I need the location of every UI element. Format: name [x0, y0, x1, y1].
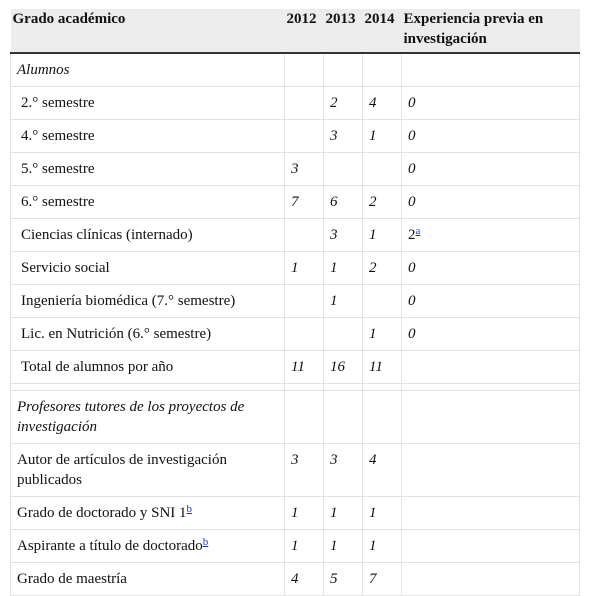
research-table: [10, 9, 580, 596]
experiencia-cell: [402, 219, 580, 252]
value-c2012: 4: [285, 563, 324, 596]
row-label-cell: [11, 530, 285, 563]
value-c2012: 1: [285, 530, 324, 563]
value-c2013: 1: [324, 530, 363, 563]
value-c2014: 7: [363, 563, 402, 596]
row-label-cell: [11, 87, 285, 120]
experiencia-cell: [402, 153, 580, 186]
table-row: [11, 497, 580, 530]
row-label-cell: [11, 186, 285, 219]
value-c2012: 3: [285, 444, 324, 497]
experiencia-value: 0: [408, 128, 416, 144]
table-row: [11, 186, 580, 219]
value-c2012: [285, 219, 324, 252]
table-row: [11, 285, 580, 318]
value-c2013: 1: [324, 285, 363, 318]
header-grado: Grado académico: [11, 9, 285, 53]
experiencia-cell: [402, 120, 580, 153]
header-row: [11, 9, 580, 53]
row-label: Aspirante a título de doctorado: [17, 538, 203, 554]
value-c2013: [324, 153, 363, 186]
footnote-ref-link[interactable]: a: [415, 225, 421, 237]
header-2013: 2013: [324, 9, 363, 53]
footnote-link[interactable]: [187, 503, 193, 515]
value-c2014: 4: [363, 87, 402, 120]
table-row: [11, 87, 580, 120]
footnote-link[interactable]: [203, 536, 209, 548]
experiencia-value: 0: [408, 293, 416, 309]
value-c2012: 1: [285, 252, 324, 285]
value-c2013: 5: [324, 563, 363, 596]
value-c2014: 1: [363, 219, 402, 252]
row-label: Servicio social: [21, 260, 110, 276]
spacer-row: [11, 384, 580, 391]
footnote-link[interactable]: [416, 225, 421, 237]
row-label-cell: [11, 120, 285, 153]
empty-cell: [285, 391, 324, 444]
empty-cell: [285, 53, 324, 87]
experiencia-value: 0: [408, 326, 416, 342]
empty-cell: [402, 53, 580, 87]
empty-cell: [363, 53, 402, 87]
experiencia-value: 2: [408, 227, 416, 243]
experiencia-value: 0: [408, 161, 416, 177]
row-label-cell: [11, 497, 285, 530]
row-label: 4.° semestre: [21, 128, 95, 144]
experiencia-cell: [402, 318, 580, 351]
row-label-cell: [11, 444, 285, 497]
row-label-cell: [11, 351, 285, 384]
empty-cell: [363, 391, 402, 444]
empty-cell: [324, 391, 363, 444]
row-label-cell: [11, 153, 285, 186]
row-label: Total de alumnos por año: [21, 359, 174, 375]
section-row-profesores: [11, 391, 580, 444]
value-c2014: 2: [363, 186, 402, 219]
value-c2014: 11: [363, 351, 402, 384]
value-c2012: 11: [285, 351, 324, 384]
experiencia-cell: [402, 285, 580, 318]
value-c2013: 6: [324, 186, 363, 219]
row-label-cell: [11, 563, 285, 596]
value-c2013: 2: [324, 87, 363, 120]
section-row-alumnos: [11, 53, 580, 87]
table-row: [11, 351, 580, 384]
experiencia-cell: [402, 186, 580, 219]
value-c2014: 1: [363, 530, 402, 563]
experiencia-cell: [402, 351, 580, 384]
value-c2013: 1: [324, 497, 363, 530]
value-c2012: 3: [285, 153, 324, 186]
value-c2013: 3: [324, 444, 363, 497]
table-row: [11, 153, 580, 186]
table-row: [11, 120, 580, 153]
row-label: Grado de maestría: [17, 571, 127, 587]
row-label-cell: [11, 318, 285, 351]
row-label: Ciencias clínicas (internado): [21, 227, 193, 243]
header-2012: 2012: [285, 9, 324, 53]
value-c2014: 2: [363, 252, 402, 285]
table-row: [11, 530, 580, 563]
row-label-cell: [11, 252, 285, 285]
row-label: Grado de doctorado y SNI 1: [17, 505, 187, 521]
value-c2013: 1: [324, 252, 363, 285]
value-c2014: 1: [363, 120, 402, 153]
row-label: Lic. en Nutrición (6.° semestre): [21, 326, 212, 342]
footnote-ref-link[interactable]: b: [186, 503, 193, 515]
row-label: 6.° semestre: [21, 194, 95, 210]
experiencia-cell: [402, 497, 580, 530]
value-c2013: 3: [324, 120, 363, 153]
value-c2012: [285, 318, 324, 351]
section-label-profesores: Profesores tutores de los proyectos de investigación: [11, 391, 285, 444]
value-c2013: 3: [324, 219, 363, 252]
row-label-cell: [11, 219, 285, 252]
header-experiencia: Experiencia previa en investigación: [402, 9, 580, 53]
experiencia-cell: [402, 87, 580, 120]
experiencia-cell: [402, 563, 580, 596]
value-c2013: 16: [324, 351, 363, 384]
footnote-ref-link[interactable]: b: [202, 536, 209, 548]
value-c2014: [363, 285, 402, 318]
row-label: Ingeniería biomédica (7.° semestre): [21, 293, 236, 309]
section-label-alumnos: Alumnos: [11, 53, 285, 87]
table-row: [11, 563, 580, 596]
empty-cell: [402, 391, 580, 444]
experiencia-value: 0: [408, 95, 416, 111]
table-row: [11, 444, 580, 497]
row-label: 5.° semestre: [21, 161, 95, 177]
table-row: [11, 219, 580, 252]
row-label: Autor de artículos de investigación publicados: [17, 452, 227, 488]
experiencia-cell: [402, 530, 580, 563]
value-c2013: [324, 318, 363, 351]
value-c2014: 4: [363, 444, 402, 497]
row-label-cell: [11, 285, 285, 318]
experiencia-cell: [402, 252, 580, 285]
value-c2012: [285, 285, 324, 318]
value-c2012: [285, 87, 324, 120]
row-label: 2.° semestre: [21, 95, 95, 111]
table-row: [11, 252, 580, 285]
experiencia-cell: [402, 444, 580, 497]
value-c2014: 1: [363, 497, 402, 530]
header-2014: 2014: [363, 9, 402, 53]
experiencia-value: 0: [408, 260, 416, 276]
experiencia-value: 0: [408, 194, 416, 210]
empty-cell: [324, 53, 363, 87]
value-c2014: [363, 153, 402, 186]
table-row: [11, 318, 580, 351]
value-c2014: 1: [363, 318, 402, 351]
value-c2012: 7: [285, 186, 324, 219]
value-c2012: 1: [285, 497, 324, 530]
value-c2012: [285, 120, 324, 153]
